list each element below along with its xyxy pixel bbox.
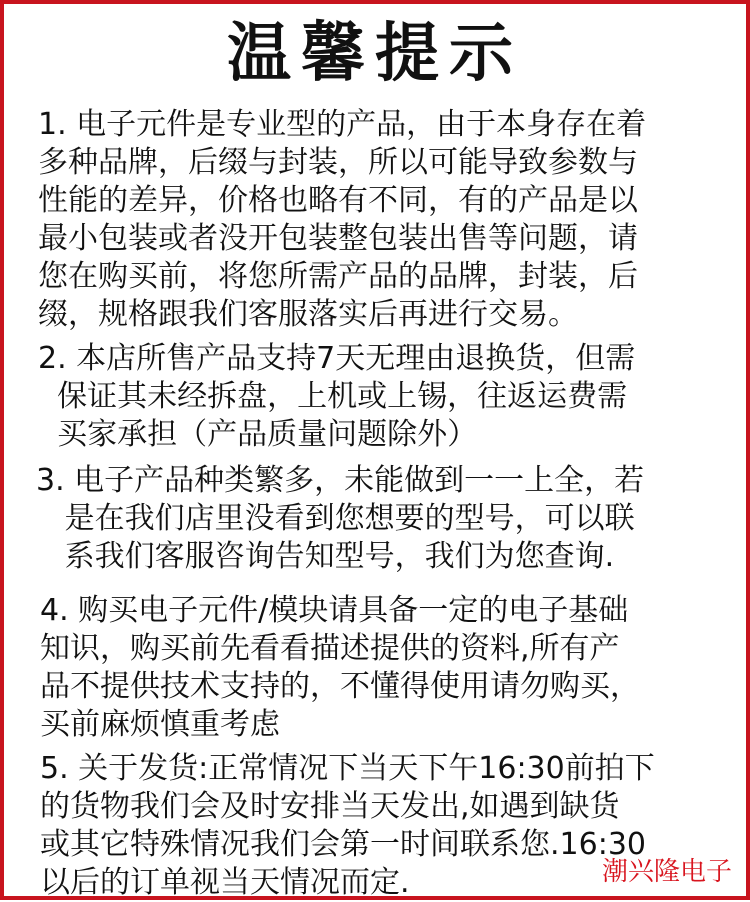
page-title: 温馨提示 <box>0 14 750 94</box>
brand-label: 潮兴隆电子 <box>602 856 732 888</box>
note-1: 1. 电子元件是专业型的产品，由于本身存在着 多种品牌，后缀与封装，所以可能导致参数与 性能的差异，价格也略有不同，有的产品是以 最小包装或者没开包装整包装出售等问题，请 您在购买前，将您所需产品的品牌，封装，后 缀，规格跟我们客服落实后再进行交易。 <box>38 106 738 334</box>
note-2: 2. 本店所售产品支持7天无理由退换货，但需 保证其未经拆盘，上机或上锡，往返运费需 买家承担（产品质量问题除外） <box>38 340 738 454</box>
note-3: 3. 电子产品种类繁多，未能做到一一上全，若 是在我们店里没看到您想要的型号，可以联 系我们客服咨询告知型号，我们为您查询. <box>36 462 736 576</box>
note-5: 5. 关于发货:正常情况下当天下午16:30前拍下 的货物我们会及时安排当天发出,如遇到缺货 或其它特殊情况我们会第一时间联系您.16:30 以后的订单视当天情况而定. <box>40 750 740 902</box>
note-4: 4. 购买电子元件/模块请具备一定的电子基础 知识，购买前先看看描述提供的资料,所有产 品不提供技术支持的，不懂得使用请勿购买， 买前麻烦慎重考虑 <box>40 592 740 744</box>
